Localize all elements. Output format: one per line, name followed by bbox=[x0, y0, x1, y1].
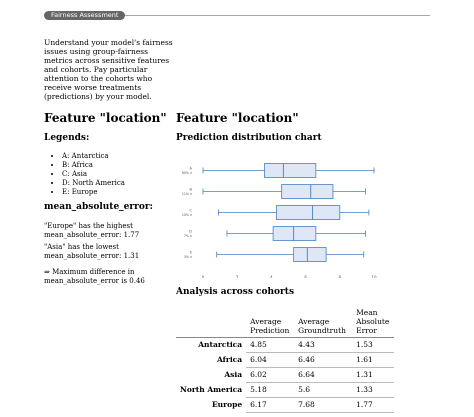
x-tick-label: 8 bbox=[338, 275, 342, 278]
legend-item: • E: Europe bbox=[62, 188, 182, 197]
x-tick-label: 2 bbox=[235, 275, 239, 278]
avg-groundtruth-cell: 6.46 bbox=[294, 353, 352, 368]
section-badge: Fairness Assessment bbox=[44, 11, 125, 20]
avg-groundtruth-cell: 5.6 bbox=[294, 383, 352, 398]
avg-prediction-cell: 5.18 bbox=[246, 383, 294, 398]
avg-prediction-cell: 6.04 bbox=[246, 353, 294, 368]
prediction-distribution-chart bbox=[178, 150, 388, 278]
box-iqr bbox=[265, 164, 316, 178]
category-sublabel: 60% n bbox=[181, 171, 192, 176]
highest-metric-text: "Europe" has the highest mean_absolute_error: 1.77 bbox=[44, 222, 140, 239]
table-header-avg-groundtruth: Average Groundtruth bbox=[294, 306, 352, 338]
x-tick-label: 0 bbox=[201, 275, 205, 278]
category-sublabel: 10% n bbox=[181, 213, 192, 218]
table-row bbox=[176, 338, 394, 353]
cohort-name: Europe bbox=[176, 398, 246, 413]
x-tick-label: 4 bbox=[270, 275, 273, 278]
table-row bbox=[176, 353, 394, 368]
cohort-name: North America bbox=[176, 383, 246, 398]
box-iqr bbox=[277, 206, 340, 220]
category-label: D bbox=[189, 229, 192, 234]
x-tick-label: 10 bbox=[371, 275, 377, 278]
cohort-analysis-table bbox=[176, 306, 394, 413]
intro-text: Understand your model's fairness issues using group-fairness metrics across sensitive features and cohorts. Pay particular attention to the cohorts who receive worse treatments (predictions) by your model. bbox=[44, 38, 173, 101]
table-row bbox=[176, 383, 394, 398]
box-iqr bbox=[273, 227, 316, 241]
mae-cell: 1.53 bbox=[352, 338, 394, 353]
legends-title: Legends: bbox=[44, 133, 90, 143]
cohort-name: Asia bbox=[176, 368, 246, 383]
avg-prediction-cell: 6.02 bbox=[246, 368, 294, 383]
category-sublabel: 11% n bbox=[181, 192, 192, 197]
mae-cell: 1.77 bbox=[352, 398, 394, 413]
category-label: B bbox=[189, 187, 192, 192]
chart-title: Prediction distribution chart bbox=[176, 133, 322, 143]
table-header-mae: Mean Absolute Error bbox=[352, 306, 394, 338]
table-header-row bbox=[176, 306, 394, 338]
table-row bbox=[176, 398, 394, 413]
category-label: E bbox=[189, 250, 192, 255]
analysis-title: Analysis across cohorts bbox=[176, 287, 295, 297]
avg-prediction-cell: 6.17 bbox=[246, 398, 294, 413]
avg-groundtruth-cell: 7.68 bbox=[294, 398, 352, 413]
avg-groundtruth-cell: 4.43 bbox=[294, 338, 352, 353]
legend-item: • D: North America bbox=[62, 179, 182, 188]
mae-cell: 1.33 bbox=[352, 383, 394, 398]
cohort-name: Africa bbox=[176, 353, 246, 368]
right-feature-title: Feature "location" bbox=[176, 111, 299, 125]
category-sublabel: 7% n bbox=[183, 234, 192, 239]
mae-cell: 1.31 bbox=[352, 368, 394, 383]
left-feature-title: Feature "location" bbox=[44, 111, 167, 125]
metric-title: mean_absolute_error: bbox=[44, 202, 153, 212]
legend-list bbox=[52, 152, 182, 197]
box-iqr bbox=[282, 185, 333, 199]
category-sublabel: 3% n bbox=[183, 255, 192, 260]
category-label: A bbox=[189, 166, 192, 171]
category-label: C bbox=[189, 208, 192, 213]
table-row bbox=[176, 368, 394, 383]
legend-item: • C: Asia bbox=[62, 170, 182, 179]
lowest-metric-text: "Asia" has the lowest mean_absolute_error: 1.31 bbox=[44, 243, 140, 260]
table-header-avg-prediction: Average Prediction bbox=[246, 306, 294, 338]
max-difference-text: ⇒ Maximum difference in mean_absolute_error is 0.46 bbox=[44, 268, 145, 285]
avg-prediction-cell: 4.85 bbox=[246, 338, 294, 353]
avg-groundtruth-cell: 6.64 bbox=[294, 368, 352, 383]
table-header-blank bbox=[176, 306, 246, 338]
box-iqr bbox=[294, 248, 326, 262]
mae-cell: 1.61 bbox=[352, 353, 394, 368]
legend-item: • A: Antarctica bbox=[62, 152, 182, 161]
legend-item: • B: Africa bbox=[62, 161, 182, 170]
cohort-name: Antarctica bbox=[176, 338, 246, 353]
x-tick-label: 6 bbox=[304, 275, 307, 278]
